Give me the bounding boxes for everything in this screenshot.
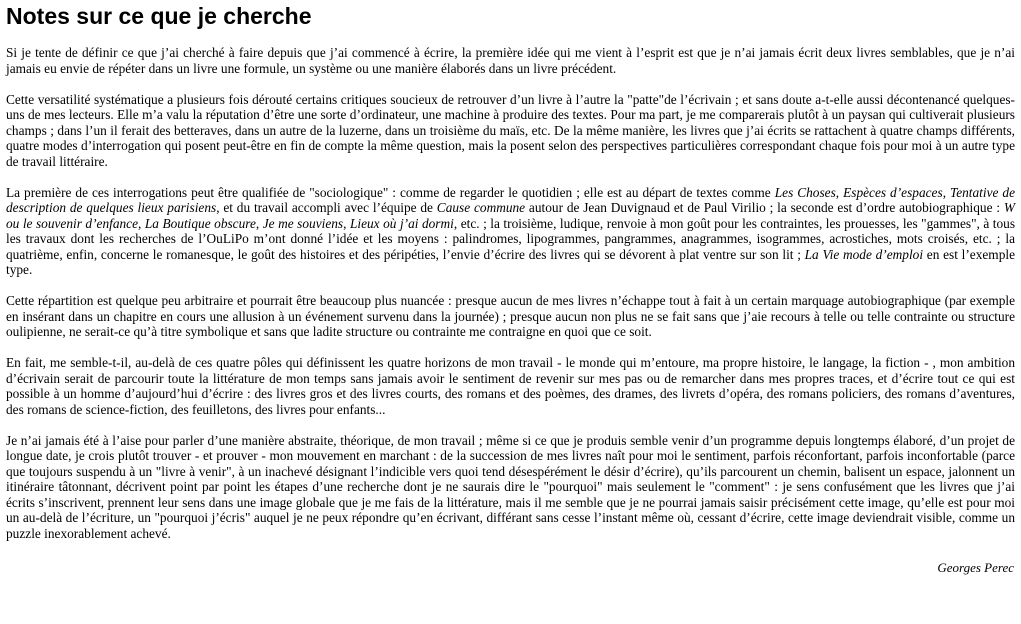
book-title: Je me souviens [262, 215, 344, 231]
book-title: La Vie mode d’emploi [804, 246, 924, 262]
article-body [6, 45, 1015, 541]
book-title: W ou le souvenir d’enfance [6, 200, 1015, 231]
text-segment: , et du travail accompli avec l’équipe de [216, 200, 437, 215]
book-title: Espèces d’espaces [843, 184, 943, 200]
text-segment: , [138, 215, 145, 231]
paragraph-1 [6, 45, 1015, 76]
author-signature: Georges Perec [937, 560, 1014, 575]
page-title: Notes sur ce que je cherche [6, 3, 312, 29]
document-page [0, 3, 1021, 624]
text-segment: autour de Jean Duvignaud et de Paul Virilio ; la seconde est d’ordre autobiographique : [525, 200, 1004, 215]
text-segment: , etc. ; la troisième, ludique, renvoie à mon goût pour les contraintes, les prouesses, les "gammes", à tous les travaux dont les recherches de l’OuLiPo m’ont donné l’idée et les moyens : palindromes, lipogrammes, pangrammes, anagrammes, isogrammes, acrostiches, mots croisés, etc. ; la quatrième, enfin, concerne le romanesque, le goût des histoires et des péripéties, l’envie d’écrire des livres qui se dévorent à plat ventre sur son lit ; [6, 215, 1016, 262]
text-segment: Si je tente de définir ce que j’ai cherché à faire depuis que j’ai commencé à écrire, la première idée qui me vient à l’esprit est que je n’ai jamais écrit deux livres semblables, que je n’ai jamais eu envie de répéter dans un livre une formule, un système ou une manière élaborés dans un livre précédent. [6, 45, 1015, 76]
book-title: Les Choses [774, 184, 836, 200]
text-segment: , [255, 215, 263, 231]
book-title: Cause commune [436, 200, 526, 215]
text-segment: Je n’ai jamais été à l’aise pour parler d’une manière abstraite, théorique, de mon travail ; même si ce que je produis semble venir d’un programme depuis longtemps élaboré, d’un projet de longue date, je crois plutôt trouver - et prouver - mon mouvement en marchant : de la succession de mes livres naît pour moi le sentiment, parfois réconfortant, parfois inconfortable (parce que toujours suspendu à un "livre à venir", à un inachevé désignant l’indicible vers quoi tend désespérément le désir d’écrire), qu’ils parcourent un chemin, balisent un espace, jalonnent un itinéraire tâtonnant, décrivent point par point les étapes d’une recherche dont je ne saurais dire le "pourquoi" mais seulement le "comment" : je sens confusément que les livres que j’ai écrits s’inscrivent, prennent leur sens dans une image globale que je me fais de la littérature, mais il me semble que je ne pourrai jamais saisir précisément cette image, qu’elle est pour moi un au-delà de l’écriture, un "pourquoi j’écris" auquel je ne peux répondre qu’en écrivant, différant sans cesse l’instant même où, cessant d’écrire, cette image deviendrait visible, comme un puzzle inexorablement achevé. [6, 432, 1015, 541]
text-segment: , [343, 215, 350, 231]
text-segment: en est l’exemple type. [6, 246, 1015, 277]
paragraph-2 [6, 92, 1015, 170]
book-title: Lieux où j’ai dormi [349, 215, 454, 231]
text-segment: , [942, 184, 950, 200]
paragraph-3 [6, 185, 1015, 278]
book-title: La Boutique obscure [144, 215, 256, 231]
text-segment: , [835, 184, 844, 200]
text-segment: Cette versatilité systématique a plusieurs fois dérouté certains critiques soucieux de retrouver d’un livre à l’autre la "patte"de l’écrivain ; et sans doute a-t-elle aussi décontenancé quelques-uns de mes lecteurs. Elle m’a valu la réputation d’être une sorte d’ordinateur, une machine à produire des textes. Pour ma part, je me comparerais plutôt à un paysan qui cultiverait plusieurs champs ; dans l’un il ferait des betteraves, dans un autre de la luzerne, dans un troisième du maïs, etc. De la même manière, les livres que j’ai écrits se rattachent à quatre champs différents, quatre modes d’interrogation qui posent peut-être en fin de compte la même question, mais la posent selon des perspectives particulières correspondant chaque fois pour moi à un autre type de travail littéraire. [6, 91, 1015, 169]
paragraph-4 [6, 293, 1015, 340]
paragraph-5 [6, 355, 1015, 417]
book-title: Tentative de description de quelques lieux parisiens [6, 184, 1015, 215]
text-segment: En fait, me semble-t-il, au-delà de ces quatre pôles qui définissent les quatre horizons de mon travail - le monde qui m’entoure, ma propre histoire, le langage, la fiction - , mon ambition d’écrivain serait de parcourir toute la littérature de mon temps sans jamais avoir le sentiment de revenir sur mes pas ou de remarcher dans mes propres traces, et d’écrire tout ce qui est possible à un homme d’aujourd’hui d’écrire : des livres gros et des livres courts, des romans et des poèmes, des drames, des livrets d’opéra, des romans policiers, des romans d’aventures, des romans de science-fiction, des feuilletons, des livres pour enfants... [6, 355, 1015, 417]
text-segment: La première de ces interrogations peut être qualifiée de "sociologique" : comme de regarder le quotidien ; elle est au départ de textes comme [6, 184, 775, 200]
paragraph-6 [6, 433, 1015, 542]
text-segment: Cette répartition est quelque peu arbitraire et pourrait être beaucoup plus nuancée : presque aucun de mes livres n’échappe tout à fait à un certain marquage autobiographique (par exemple en insérant dans un chapitre en cours une allusion à un événement survenu dans la journée) ; presque aucun non plus ne se fait sans que j’aie recours à telle ou telle contrainte ou structure oulipienne, ne serait-ce qu’à titre symbolique et sans que ladite structure ou contrainte me contraigne en quoi que ce soit. [6, 293, 1015, 339]
